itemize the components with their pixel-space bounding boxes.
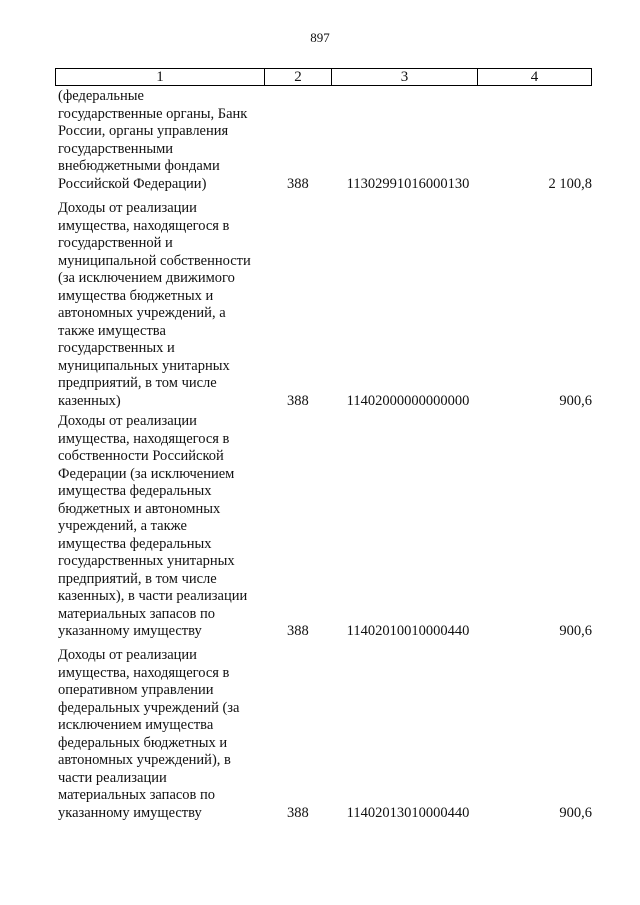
description-line: федеральных учреждений (за: [58, 699, 240, 716]
description-line: Доходы от реализации: [58, 647, 197, 663]
row-description: [58, 413, 257, 641]
description-line: также имущества: [58, 322, 166, 339]
description-line: государственной и: [58, 235, 173, 251]
header-col-4: 4: [477, 68, 592, 86]
description-line: части реализации: [58, 769, 167, 786]
row-description: [58, 200, 257, 410]
row-amount: 900,6: [559, 392, 592, 409]
header-col-1: 1: [55, 68, 264, 86]
description-line: Доходы от реализации: [58, 200, 197, 216]
description-line: Российской Федерации): [58, 175, 207, 192]
description-line: Доходы от реализации: [58, 413, 197, 429]
row-code: 388: [287, 175, 309, 192]
table-header: [55, 68, 592, 86]
description-line: собственности Российской: [58, 448, 224, 464]
row-kbk: 11402010010000440: [346, 623, 470, 639]
description-line: государственными: [58, 140, 174, 157]
description-line: учреждений, а также: [58, 518, 187, 534]
row-amount: 900,6: [559, 804, 592, 821]
row-kbk: 11402000000000000: [346, 392, 470, 409]
description-line: государственных и: [58, 340, 175, 356]
description-line: материальных запасов по: [58, 787, 216, 803]
description-line: муниципальной собственности: [58, 252, 251, 269]
description-line: имущества бюджетных и: [58, 287, 214, 304]
description-line: автономных учреждений), в: [58, 752, 231, 768]
page-number: 897: [310, 30, 330, 45]
description-line: Федерации (за исключением: [58, 465, 235, 482]
row-kbk: 11402013010000440: [346, 804, 470, 821]
description-line: указанному имуществу: [58, 623, 202, 639]
description-line: казенных): [58, 392, 121, 409]
header-col-3: 3: [331, 68, 477, 86]
description-line: имущества федеральных: [58, 483, 212, 499]
header-col-2: 2: [264, 68, 331, 86]
row-amount: 2 100,8: [548, 175, 592, 192]
row-code: 388: [287, 392, 309, 409]
row-description: [58, 88, 257, 193]
description-line: России, органы управления: [58, 123, 229, 139]
description-line: имущества, находящегося в: [58, 217, 230, 234]
description-line: имущества, находящегося в: [58, 664, 230, 681]
description-line: (за исключением движимого: [58, 270, 235, 286]
description-line: муниципальных унитарных: [58, 357, 230, 374]
row-description: [58, 647, 257, 822]
description-line: государственных унитарных: [58, 553, 235, 569]
description-line: указанному имуществу: [58, 804, 202, 821]
row-amount: 900,6: [559, 623, 592, 639]
row-code: 388: [287, 623, 309, 639]
description-line: материальных запасов по: [58, 605, 216, 622]
description-line: оперативном управлении: [58, 682, 214, 698]
description-line: имущества федеральных: [58, 535, 212, 552]
description-line: внебюджетными фондами: [58, 158, 220, 174]
row-kbk: 11302991016000130: [346, 175, 470, 192]
description-line: казенных), в части реализации: [58, 588, 248, 604]
description-line: автономных учреждений, а: [58, 305, 226, 321]
row-code: 388: [287, 804, 309, 821]
description-line: федеральных бюджетных и: [58, 734, 228, 751]
description-line: (федеральные: [58, 88, 144, 104]
description-line: имущества, находящегося в: [58, 430, 230, 447]
description-line: бюджетных и автономных: [58, 500, 221, 517]
description-line: предприятий, в том числе: [58, 570, 217, 587]
description-line: государственные органы, Банк: [58, 105, 248, 122]
description-line: исключением имущества: [58, 717, 214, 733]
description-line: предприятий, в том числе: [58, 375, 217, 391]
